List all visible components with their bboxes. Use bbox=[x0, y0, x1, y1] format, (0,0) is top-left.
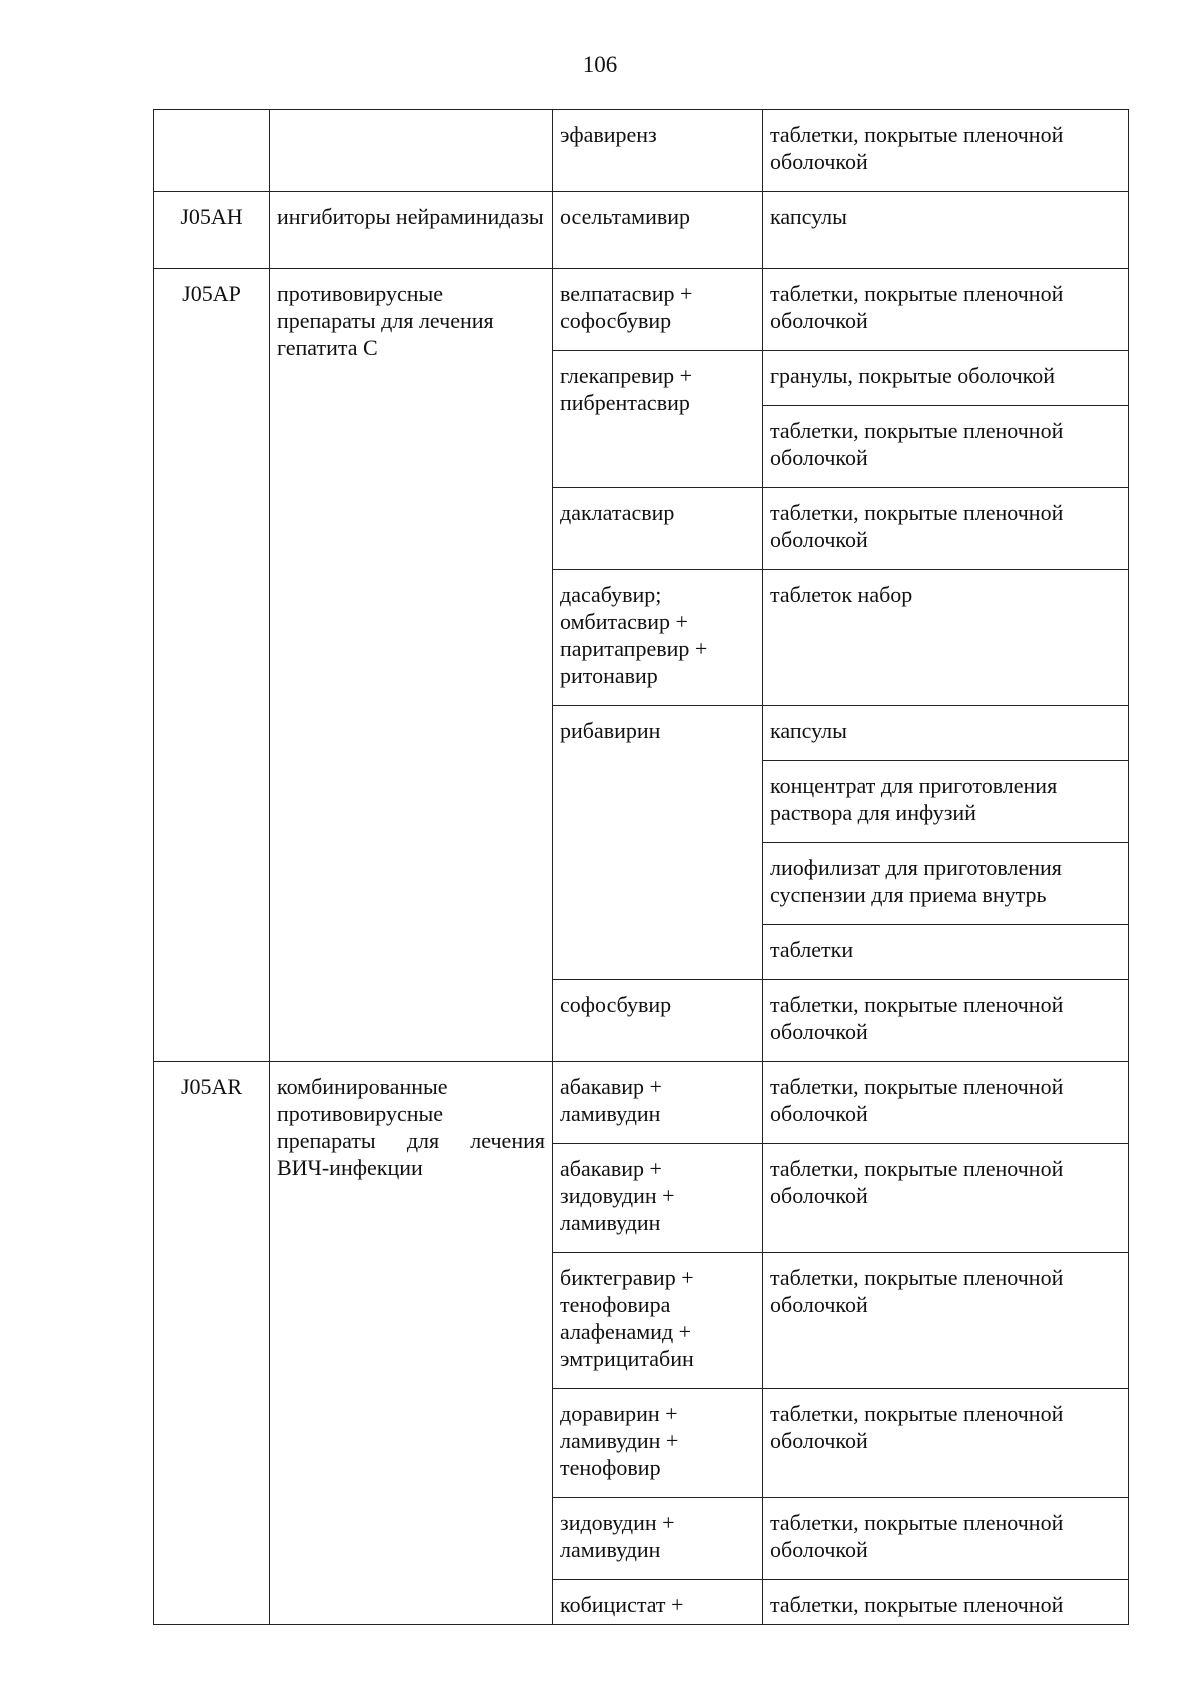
dosage-form-cell: таблеток набор bbox=[763, 570, 1129, 706]
dosage-form-cell: таблетки, покрытые пленочной оболочкой bbox=[763, 1062, 1129, 1144]
table-row bbox=[154, 1062, 1129, 1144]
drug-name-cell: даклатасвир bbox=[553, 488, 763, 570]
dosage-form-cell: таблетки, покрытые пленочной оболочкой bbox=[763, 1498, 1129, 1580]
drug-name-cell: рибавирин bbox=[553, 706, 763, 980]
atc-code-cell: J05AR bbox=[154, 1062, 270, 1625]
dosage-form-cell: таблетки, покрытые пленочной оболочкой bbox=[763, 1253, 1129, 1389]
dosage-form-cell: капсулы bbox=[763, 192, 1129, 269]
table-row bbox=[154, 110, 1129, 192]
dosage-form-cell: таблетки, покрытые пленочной bbox=[763, 1580, 1129, 1625]
dosage-form-cell: таблетки, покрытые пленочной оболочкой bbox=[763, 406, 1129, 488]
drug-name-cell: биктегравир + тенофовира алафенамид + эмтрицитабин bbox=[553, 1253, 763, 1389]
atc-code-cell: J05AH bbox=[154, 192, 270, 269]
drug-group-cell bbox=[270, 110, 553, 192]
page-number: 106 bbox=[582, 52, 618, 77]
drug-group-cell: противовирусные препараты для лечения гепатита С bbox=[270, 269, 553, 1062]
drug-name-cell: эфавиренз bbox=[553, 110, 763, 192]
drug-group-cell: ингибиторы нейраминидазы bbox=[270, 192, 553, 269]
dosage-form-cell: таблетки, покрытые пленочной оболочкой bbox=[763, 110, 1129, 192]
dosage-form-cell: таблетки, покрытые пленочной оболочкой bbox=[763, 488, 1129, 570]
atc-code-cell: J05AP bbox=[154, 269, 270, 1062]
dosage-form-cell: таблетки bbox=[763, 925, 1129, 980]
drug-name-cell: глекапревир + пибрентасвир bbox=[553, 351, 763, 488]
drug-name-cell: абакавир + ламивудин bbox=[553, 1062, 763, 1144]
drug-name-cell: кобицистат + bbox=[553, 1580, 763, 1625]
drug-group-cell: комбинированные противовирусные препараты для лечения ВИЧ-инфекции bbox=[270, 1062, 553, 1625]
dosage-form-cell: таблетки, покрытые пленочной оболочкой bbox=[763, 269, 1129, 351]
drug-name-cell: дасабувир; омбитасвир + паритапревир + ритонавир bbox=[553, 570, 763, 706]
dosage-form-cell: таблетки, покрытые пленочной оболочкой bbox=[763, 980, 1129, 1062]
atc-code-cell bbox=[154, 110, 270, 192]
drug-name-cell: софосбувир bbox=[553, 980, 763, 1062]
table-row bbox=[154, 192, 1129, 269]
dosage-form-cell: лиофилизат для приготовления суспензии для приема внутрь bbox=[763, 843, 1129, 925]
drug-name-cell: зидовудин + ламивудин bbox=[553, 1498, 763, 1580]
drug-classification-table bbox=[153, 109, 1129, 1625]
drug-name-cell: доравирин + ламивудин + тенофовир bbox=[553, 1389, 763, 1498]
dosage-form-cell: концентрат для приготовления раствора для инфузий bbox=[763, 761, 1129, 843]
dosage-form-cell: гранулы, покрытые оболочкой bbox=[763, 351, 1129, 406]
drug-name-cell: абакавир + зидовудин + ламивудин bbox=[553, 1144, 763, 1253]
dosage-form-cell: капсулы bbox=[763, 706, 1129, 761]
table-row bbox=[154, 269, 1129, 351]
drug-name-cell: осельтамивир bbox=[553, 192, 763, 269]
dosage-form-cell: таблетки, покрытые пленочной оболочкой bbox=[763, 1389, 1129, 1498]
dosage-form-cell: таблетки, покрытые пленочной оболочкой bbox=[763, 1144, 1129, 1253]
drug-name-cell: велпатасвир + софосбувир bbox=[553, 269, 763, 351]
